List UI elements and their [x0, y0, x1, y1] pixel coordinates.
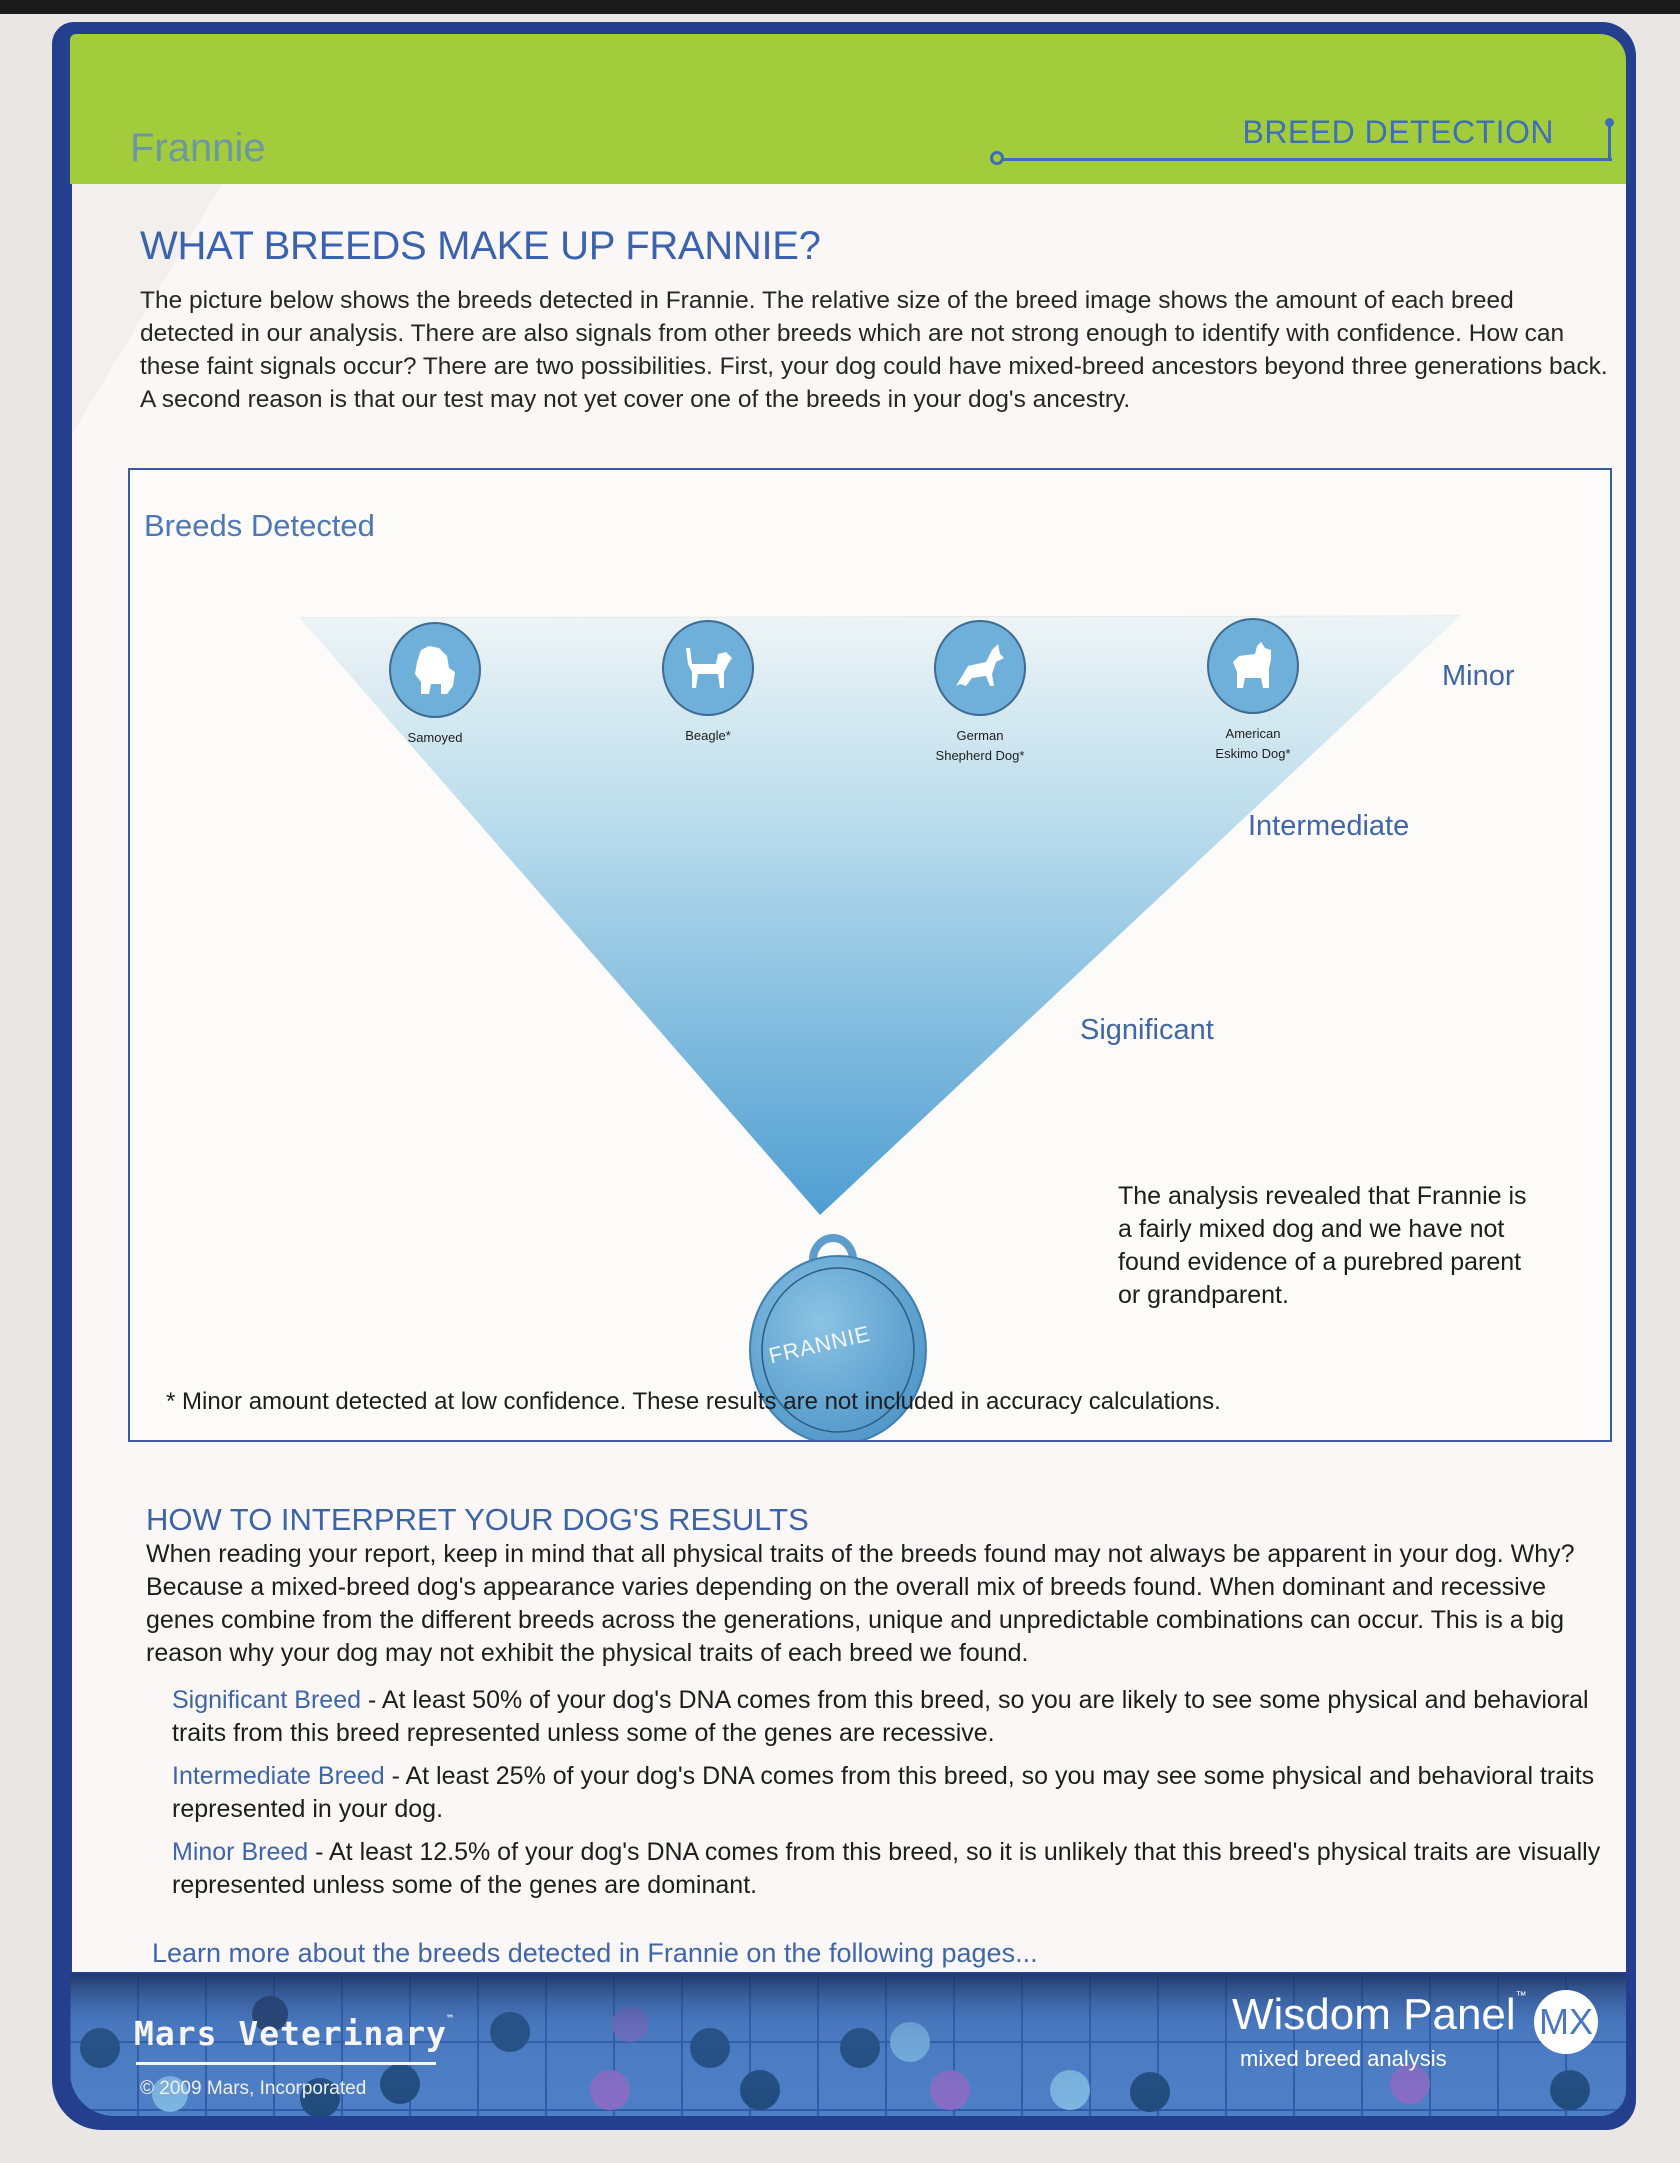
header-rule-tick: [1608, 124, 1611, 160]
samoyed-silhouette-icon: [389, 622, 481, 718]
header-rule: [1002, 158, 1612, 161]
german-shepherd-silhouette-icon: [934, 620, 1026, 716]
wisdom-panel-logo: Wisdom Panel™: [1232, 1990, 1527, 2039]
breed-beagle[interactable]: [608, 620, 808, 746]
american-eskimo-silhouette-icon: [1207, 618, 1299, 714]
definition-term: Intermediate Breed: [172, 1762, 385, 1790]
page-header: [70, 34, 1626, 184]
learn-more-link[interactable]: Learn more about the breeds detected in Frannie on the following pages...: [152, 1938, 1038, 1968]
dog-name-heading: Frannie: [130, 126, 266, 170]
analysis-summary: The analysis revealed that Frannie is a fairly mixed dog and we have not found evidence of a purebred parent or grandparent.: [1118, 1182, 1527, 1309]
report-page: [30, 22, 1646, 2152]
header-rule-tick-dot-icon: [1605, 118, 1614, 127]
breeds-detected-panel: [128, 468, 1612, 1442]
breed-tier-definitions: [172, 1684, 1612, 1912]
breed-label: American Eskimo Dog*: [1215, 726, 1291, 761]
breeds-detected-title: Breeds Detected: [144, 508, 375, 543]
tier-intermediate-label: Intermediate: [1248, 810, 1410, 842]
page-frame: [52, 22, 1636, 2130]
breed-label: Samoyed: [407, 730, 463, 745]
tier-minor-label: Minor: [1442, 660, 1515, 692]
breed-label: Beagle*: [685, 728, 731, 743]
scan-top-edge: [0, 0, 1680, 14]
low-confidence-footnote: * Minor amount detected at low confidence. These results are not included in accuracy calculations.: [166, 1388, 1221, 1415]
breed-label: German Shepherd Dog*: [935, 728, 1025, 763]
wisdom-panel-subtitle: mixed breed analysis: [1240, 2046, 1447, 2071]
definition-significant: [172, 1684, 1612, 1750]
definition-text: - At least 50% of your dog's DNA comes from this breed, so you are likely to see some physical and behavioral traits from this breed represented unless some of the genes are recessive.: [172, 1686, 1589, 1747]
breed-samoyed[interactable]: [335, 622, 535, 748]
mx-badge: MX: [1534, 1990, 1598, 2054]
breed-german-shepherd[interactable]: [880, 620, 1080, 766]
mars-veterinary-logo: Mars Veterinary™: [134, 2014, 455, 2053]
breeds-question-heading: WHAT BREEDS MAKE UP FRANNIE?: [140, 224, 821, 268]
medal-dog-name: FRANNIE: [766, 1320, 873, 1369]
definition-text: - At least 12.5% of your dog's DNA comes from this breed, so it is unlikely that this breed's physical traits are visually represented unless some of the genes are dominant.: [172, 1838, 1601, 1899]
definition-minor: [172, 1836, 1612, 1902]
tier-significant-label: Significant: [1080, 1014, 1214, 1046]
beagle-silhouette-icon: [662, 620, 754, 716]
definition-term: Significant Breed: [172, 1686, 362, 1714]
mars-logo-underline: [136, 2062, 436, 2065]
section-title: BREED DETECTION: [1242, 114, 1554, 150]
page-content: [72, 184, 1626, 1972]
definition-term: Minor Breed: [172, 1838, 309, 1866]
definition-intermediate: [172, 1760, 1612, 1826]
page-footer: [70, 1974, 1626, 2116]
interpret-heading: HOW TO INTERPRET YOUR DOG'S RESULTS: [146, 1502, 809, 1537]
copyright-notice: © 2009 Mars, Incorporated: [140, 2078, 367, 2099]
breed-american-eskimo[interactable]: [1153, 618, 1353, 764]
header-rule-dot-icon: [990, 151, 1004, 165]
intro-paragraph: The picture below shows the breeds detected in Frannie. The relative size of the breed image shows the amount of each breed detected in our analysis. There are also signals from other breeds which are not strong enough to identify with confidence. How can these faint signals occur? There are two possibilities. First, your dog could have mixed-breed ancestors beyond three generations back. A second reason is that our test may not yet cover one of the breeds in your dog's ancestry.: [140, 287, 1608, 413]
definition-text: - At least 25% of your dog's DNA comes from this breed, so you may see some physical and behavioral traits represented in your dog.: [172, 1762, 1595, 1823]
interpret-paragraph: When reading your report, keep in mind that all physical traits of the breeds found may not always be apparent in your dog. Why? Because a mixed-breed dog's appearance varies depending on the overall mix of breeds found. When dominant and recessive genes combine from the different breeds across the generations, unique and unpredictable combinations can occur. This is a big reason why your dog may not exhibit the physical traits of each breed we found.: [146, 1540, 1575, 1667]
